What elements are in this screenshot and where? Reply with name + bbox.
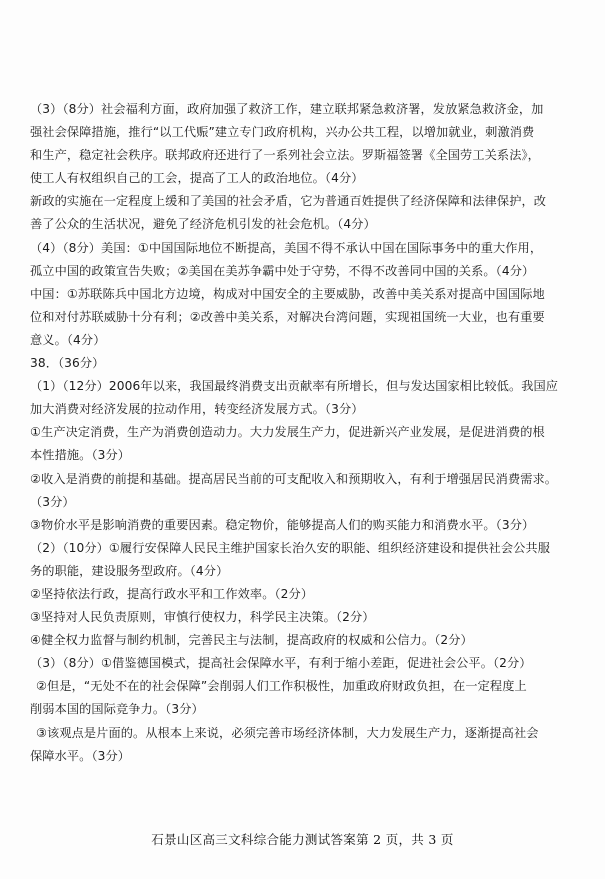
text-line: ②收入是消费的前提和基础。提高居民当前的可支配收入和预期收入，有利于增强居民消费需求。	[30, 471, 558, 486]
text-line: 本性措施。（3分）	[30, 448, 131, 463]
text-line: （4）（8分）美国：①中国国际地位不断提高，美国不得不承认中国在国际事务中的重大作用，	[30, 240, 543, 255]
text-line: （3分）	[30, 494, 75, 509]
text-line: 使工人有权组织自己的工会，提高了工人的政治地位。（4分）	[30, 171, 364, 186]
text-line: 位和对付苏联威胁十分有利；②改善中美关系，对解决台湾问题，实现祖国统一大业，也有重要	[30, 309, 545, 324]
text-line: （2）（10分）①履行安保障人民民主维护国家长治久安的职能、组织经济建设和提供社会公共服	[30, 540, 550, 555]
text-line: 意义。（4分）	[30, 332, 106, 347]
text-line: ③物价水平是影响消费的重要因素。稳定物价，能够提高人们的购买能力和消费水平。（3分）	[30, 517, 535, 532]
text-line: ③该观点是片面的。从根本上来说，必须完善市场经济体制，大力发展生产力，逐渐提高社会	[36, 725, 539, 740]
text-line: ④健全权力监督与制约机制，完善民主与法制，提高政府的权威和公信力。（2分）	[30, 633, 473, 648]
text-line: 和生产，稳定社会秩序。联邦政府还进行了一系列社会立法。罗斯福签署《全国劳工关系法》，	[30, 148, 540, 163]
question-number: 38．（36分）	[30, 356, 105, 371]
text-line: 加大消费对经济发展的拉动作用，转变经济发展方式。（3分）	[30, 402, 364, 417]
text-line: （1）（12分）2006年以来，我国最终消费支出贡献率有所增长，但与发达国家相比较低。我国应	[30, 379, 559, 394]
text-line: 孤立中国的政策宣告失败；②美国在美苏争霸中处于守势，不得不改善同中国的关系。（4分）	[30, 263, 535, 278]
text-line: ②但是，“无处不在的社会保障”会削弱人们工作积极性，加重政府财政负担，在一定程度上	[36, 679, 527, 694]
text-line: ③坚持对人民负责原则，审慎行使权力，科学民主决策。（2分）	[30, 610, 375, 625]
text-line: 保障水平。（3分）	[30, 748, 131, 763]
text-line: 务的职能，建设服务型政府。（4分）	[30, 563, 229, 578]
text-line: 中国：①苏联陈兵中国北方边境，构成对中国安全的主要威胁，改善中美关系对提高中国国际地	[30, 286, 545, 301]
answer-body	[30, 98, 582, 768]
text-line: 善了公众的生活状况，避免了经济危机引发的社会危机。（4分）	[30, 217, 376, 232]
text-line: （3）（8分）①借鉴德国模式，提高社会保障水平，有利于缩小差距，促进社会公平。（2分）	[30, 656, 532, 671]
text-line: 新政的实施在一定程度上缓和了美国的社会矛盾，它为普通百姓提供了经济保障和法律保护，改	[30, 194, 547, 209]
text-line: ①生产决定消费，生产为消费创造动力。大力发展生产力，促进新兴产业发展，是促进消费的根	[30, 425, 545, 440]
text-line: 削弱本国的国际竞争力。（3分）	[30, 702, 204, 717]
page-footer: 石景山区高三文科综合能力测试答案第 2 页，共 3 页	[151, 832, 454, 847]
text-line: ②坚持依法行政，提高行政水平和工作效率。（2分）	[30, 586, 314, 601]
text-line: （3）（8分）社会福利方面，政府加强了救济工作，建立联邦紧急救济署，发放紧急救济金，加	[30, 102, 544, 116]
text-line: 强社会保障措施，推行“以工代赈”建立专门政府机构，兴办公共工程，以增加就业，刺激消费	[30, 125, 535, 140]
